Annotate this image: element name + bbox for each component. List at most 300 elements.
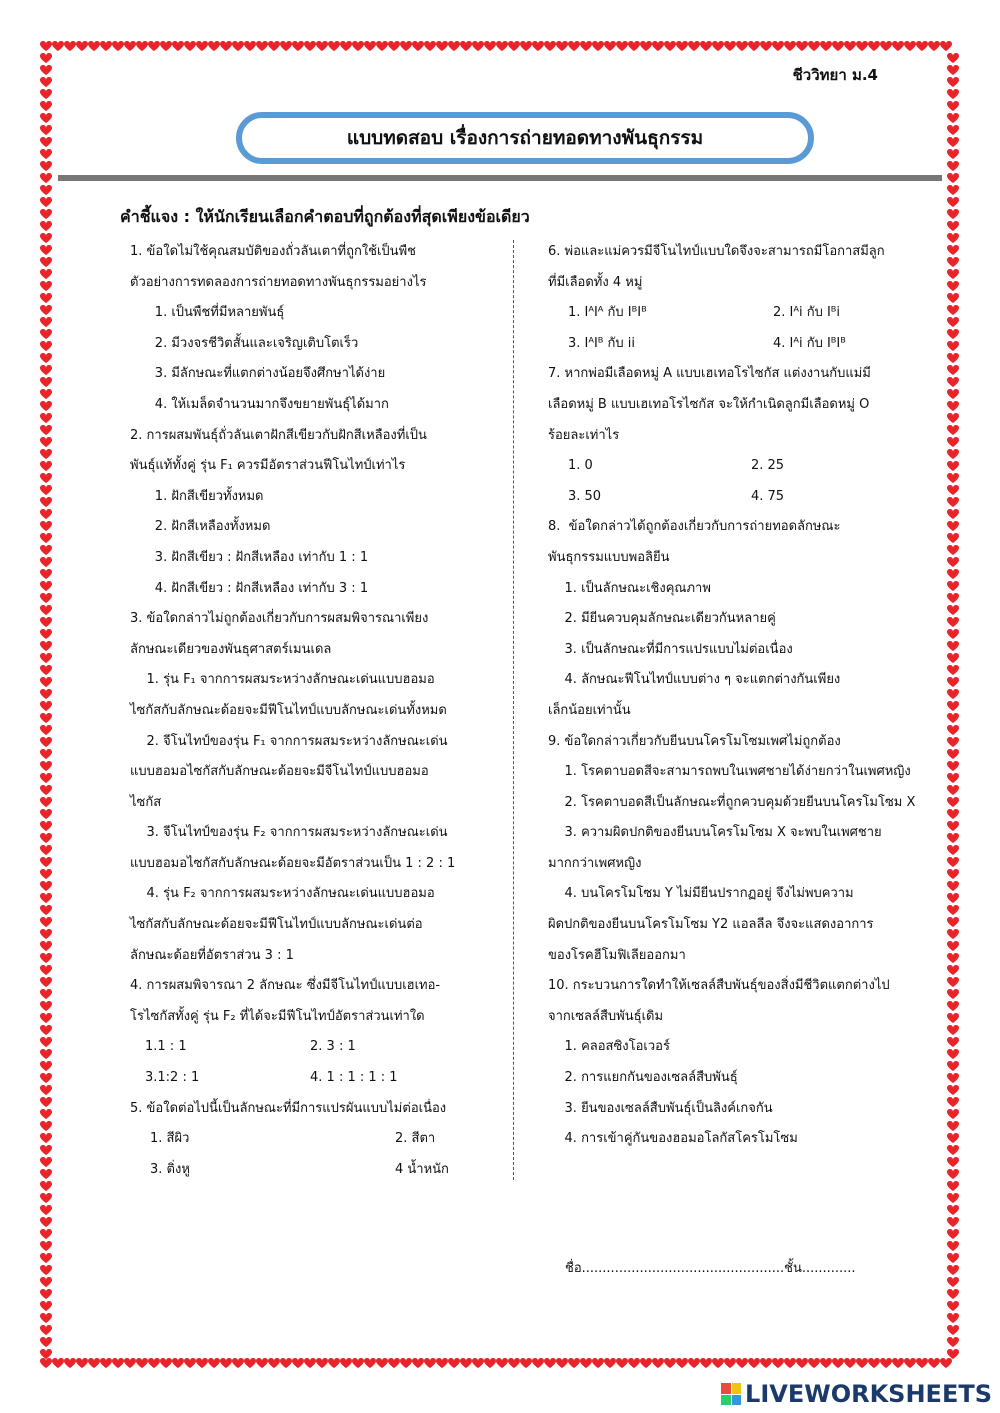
heart-icon <box>40 1085 52 1095</box>
heart-icon <box>947 1097 959 1107</box>
heart-icon <box>784 41 796 51</box>
option-row <box>130 1063 490 1094</box>
heart-icon <box>947 1121 959 1131</box>
question-line: 1. ข้อใดไม่ใช้คุณสมบัติของถั่วลันเตาที่ถูกใช้เป็นพืช <box>130 244 416 259</box>
heart-icon <box>604 1358 616 1368</box>
heart-icon <box>40 1073 52 1083</box>
heart-icon <box>280 41 292 51</box>
heart-icon <box>484 41 496 51</box>
heart-icon <box>947 1349 959 1359</box>
heart-icon <box>520 1358 532 1368</box>
heart-icon <box>676 1358 688 1368</box>
heart-icon <box>148 1358 160 1368</box>
heart-icon <box>244 41 256 51</box>
heart-icon <box>52 1358 64 1368</box>
logo-icon <box>721 1383 741 1405</box>
heart-icon <box>40 485 52 495</box>
question-line: เลือดหมู่ B แบบเฮเทอโรไซกัส จะให้กำเนิดลูกมีเลือดหมู่ O <box>548 396 870 412</box>
heart-icon <box>947 101 959 111</box>
heart-icon <box>436 1358 448 1368</box>
heart-icon <box>947 353 959 363</box>
heart-icon <box>947 1313 959 1323</box>
brand-logo <box>721 1380 992 1408</box>
heart-icon <box>256 41 268 51</box>
heart-icon <box>40 1289 52 1299</box>
option-text: 1. IᴬIᴬ กับ IᴮIᴮ <box>568 305 647 321</box>
option-row <box>548 482 928 513</box>
heart-icon <box>947 329 959 339</box>
heart-icon <box>868 41 880 51</box>
heart-icon <box>544 1358 556 1368</box>
heart-icon <box>580 1358 592 1368</box>
heart-icon <box>760 41 772 51</box>
heart-icon <box>532 1358 544 1368</box>
heart-icon <box>232 41 244 51</box>
heart-icon <box>40 1265 52 1275</box>
heart-icon <box>40 737 52 747</box>
heart-icon <box>947 1037 959 1047</box>
heart-icon <box>40 341 52 351</box>
heart-icon <box>40 1349 52 1359</box>
heart-icon <box>947 1241 959 1251</box>
heart-icon <box>40 1205 52 1215</box>
question-line: 2. มีวงจรชีวิตสั้นและเจริญเติบโตเร็ว <box>130 335 359 351</box>
heart-icon <box>316 1358 328 1368</box>
heart-icon <box>700 1358 712 1368</box>
option-text: 4 น้ำหนัก <box>395 1161 449 1177</box>
heart-icon <box>947 1265 959 1275</box>
heart-icon <box>76 1358 88 1368</box>
heart-icon <box>947 473 959 483</box>
heart-icon <box>40 1097 52 1107</box>
heart-icon <box>340 41 352 51</box>
heart-icon <box>40 137 52 147</box>
heart-icon <box>947 1301 959 1311</box>
heart-icon <box>856 41 868 51</box>
heart-icon <box>844 41 856 51</box>
heart-icon <box>40 1217 52 1227</box>
option-text: 3. 50 <box>568 488 602 504</box>
heart-icon <box>652 1358 664 1368</box>
heart-icon <box>280 1358 292 1368</box>
heart-icon <box>40 1061 52 1071</box>
heart-icon <box>947 1133 959 1143</box>
heart-icon <box>40 197 52 207</box>
heart-icon <box>947 1181 959 1191</box>
option-row <box>130 1155 490 1186</box>
heart-icon <box>40 1337 52 1347</box>
heart-icon <box>947 773 959 783</box>
heart-icon <box>40 317 52 327</box>
heart-icon <box>40 509 52 519</box>
question-line: พันธุ์แท้ทั้งคู่ รุ่น F₁ ควรมีอัตราส่วนฟีโนไทป์เท่าไร <box>130 458 406 474</box>
heart-icon <box>88 41 100 51</box>
option-text: 2. 25 <box>751 458 785 474</box>
heart-icon <box>947 341 959 351</box>
heart-icon <box>748 1358 760 1368</box>
option-text: 4. 75 <box>751 488 785 504</box>
heart-icon <box>40 641 52 651</box>
question-line: ไซกัสกับลักษณะด้อยจะมีฟีโนไทป์แบบลักษณะเด่นต่อ <box>130 917 423 933</box>
heart-icon <box>947 209 959 219</box>
question-line: 2. มียีนควบคุมลักษณะเดียวกันหลายคู่ <box>548 611 776 627</box>
heart-icon <box>772 41 784 51</box>
heart-icon <box>808 41 820 51</box>
question-line: 1. รุ่น F₁ จากการผสมระหว่างลักษณะเด่นแบบฮอมอ <box>130 672 435 688</box>
heart-icon <box>947 737 959 747</box>
question-line: 4. ฝักสีเขียว : ฝักสีเหลือง เท่ากับ 3 : 1 <box>130 580 369 596</box>
heart-icon <box>40 689 52 699</box>
heart-icon <box>947 689 959 699</box>
heart-icon <box>40 1025 52 1035</box>
question-line: ลักษณะเดียวของพันธุศาสตร์เมนเดล <box>130 641 332 657</box>
heart-icon <box>947 1277 959 1287</box>
heart-icon <box>947 1193 959 1203</box>
heart-icon <box>947 845 959 855</box>
heart-icon <box>616 1358 628 1368</box>
heart-icon <box>947 929 959 939</box>
option-text: 1.1 : 1 <box>145 1039 187 1055</box>
heart-icon <box>40 1121 52 1131</box>
heart-icon <box>904 1358 916 1368</box>
heart-icon <box>947 653 959 663</box>
heart-icon <box>40 113 52 123</box>
heart-icon <box>947 365 959 375</box>
heart-icon <box>40 449 52 459</box>
heart-icon <box>947 1217 959 1227</box>
question-line: จากเซลล์สืบพันธุ์เดิม <box>548 1008 664 1024</box>
heart-icon <box>947 821 959 831</box>
heart-icon <box>472 1358 484 1368</box>
heart-icon <box>424 41 436 51</box>
heart-icon <box>40 569 52 579</box>
heart-icon <box>947 1145 959 1155</box>
right-column <box>548 237 928 1155</box>
heart-icon <box>947 1109 959 1119</box>
heart-icon <box>40 545 52 555</box>
heart-icon <box>88 1358 100 1368</box>
heart-icon <box>947 185 959 195</box>
heart-icon <box>40 605 52 615</box>
question-line: 3. จีโนไทป์ของรุ่น F₂ จากการผสมระหว่างลักษณะเด่น <box>130 825 448 841</box>
heart-icon <box>484 1358 496 1368</box>
heart-icon <box>947 161 959 171</box>
heart-icon <box>947 233 959 243</box>
heart-icon <box>412 41 424 51</box>
heart-icon <box>328 41 340 51</box>
heart-icon <box>40 293 52 303</box>
heart-icon <box>748 41 760 51</box>
heart-icon <box>304 1358 316 1368</box>
question-line: 9. ข้อใดกล่าวเกี่ยวกับยีนบนโครโมโซมเพศไม่ถูกต้อง <box>548 733 841 749</box>
heart-icon <box>947 65 959 75</box>
heart-icon <box>388 1358 400 1368</box>
heart-icon <box>64 1358 76 1368</box>
heart-icon <box>947 593 959 603</box>
heart-icon <box>40 713 52 723</box>
heart-icon <box>40 209 52 219</box>
heart-icon <box>947 677 959 687</box>
heart-icon <box>40 257 52 267</box>
heart-icon <box>947 149 959 159</box>
heart-icon <box>947 545 959 555</box>
heart-icon <box>947 413 959 423</box>
heart-icon <box>947 485 959 495</box>
heart-icon <box>40 353 52 363</box>
heart-icon <box>40 1169 52 1179</box>
heart-icon <box>292 41 304 51</box>
heart-icon <box>688 1358 700 1368</box>
heart-icon <box>40 437 52 447</box>
heart-icon <box>40 1145 52 1155</box>
heart-icon <box>256 1358 268 1368</box>
heart-icon <box>947 269 959 279</box>
heart-icon <box>640 41 652 51</box>
question-line: 4. รุ่น F₂ จากการผสมระหว่างลักษณะเด่นแบบฮอมอ <box>130 886 435 902</box>
heart-icon <box>832 41 844 51</box>
heart-icon <box>160 1358 172 1368</box>
heart-icon <box>947 1229 959 1239</box>
heart-icon <box>460 1358 472 1368</box>
heart-icon <box>947 281 959 291</box>
heart-icon <box>40 917 52 927</box>
heart-icon <box>40 857 52 867</box>
heart-icon <box>784 1358 796 1368</box>
heart-icon <box>184 1358 196 1368</box>
heart-icon <box>947 1289 959 1299</box>
heart-icon <box>947 869 959 879</box>
option-text: 1. สีผิว <box>150 1131 190 1147</box>
option-row <box>130 1124 490 1155</box>
heart-icon <box>947 377 959 387</box>
heart-icon <box>40 881 52 891</box>
heart-icon <box>448 41 460 51</box>
heart-icon <box>40 89 52 99</box>
heart-icon <box>40 1037 52 1047</box>
option-row <box>130 1032 490 1063</box>
option-text: 4. Iᴬi กับ IᴮIᴮ <box>773 335 846 351</box>
heart-icon <box>184 41 196 51</box>
option-text: 3.1:2 : 1 <box>145 1070 200 1086</box>
heart-icon <box>40 941 52 951</box>
question-line: 1. เป็นลักษณะเชิงคุณภาพ <box>548 580 711 596</box>
heart-icon <box>232 1358 244 1368</box>
heart-icon <box>76 41 88 51</box>
heart-icon <box>947 401 959 411</box>
question-line: 2. โรคตาบอดสีเป็นลักษณะที่ถูกควบคุมด้วยยีนบนโครโมโซม X <box>548 794 916 810</box>
heart-icon <box>947 425 959 435</box>
heart-icon <box>112 1358 124 1368</box>
question-line: 4. การผสมพิจารณา 2 ลักษณะ ซึ่งมีจีโนไทป์แบบเฮเทอ- <box>130 978 441 994</box>
heart-icon <box>880 1358 892 1368</box>
heart-icon <box>40 845 52 855</box>
question-line: 1. ฝักสีเขียวทั้งหมด <box>130 488 264 504</box>
question-line: ร้อยละเท่าไร <box>548 427 620 443</box>
heart-icon <box>947 173 959 183</box>
heart-icon <box>592 1358 604 1368</box>
heart-icon <box>40 473 52 483</box>
heart-icon <box>328 1358 340 1368</box>
heart-icon <box>940 1358 952 1368</box>
question-line: ของโรคฮีโมฟิเลียออกมา <box>548 947 686 963</box>
option-text: 1. 0 <box>568 458 593 474</box>
heart-icon <box>208 41 220 51</box>
heart-icon <box>40 401 52 411</box>
name-field[interactable]: ชื่อ.................................................ชั้น............. <box>565 1261 856 1276</box>
heart-icon <box>940 41 952 51</box>
heart-icon <box>268 41 280 51</box>
heart-icon <box>520 41 532 51</box>
heart-icon <box>947 497 959 507</box>
heart-icon <box>947 905 959 915</box>
heart-icon <box>376 41 388 51</box>
question-line: 1. โรคตาบอดสีจะสามารถพบในเพศชายได้ง่ายกว่าในเพศหญิง <box>548 764 911 780</box>
heart-icon <box>460 41 472 51</box>
heart-icon <box>244 1358 256 1368</box>
question-line: 6. พ่อและแม่ควรมีจีโนไทป์แบบใดจึงจะสามารถมีโอกาสมีลูก <box>548 244 885 259</box>
heart-icon <box>40 593 52 603</box>
heart-icon <box>916 41 928 51</box>
heart-icon <box>856 1358 868 1368</box>
option-row <box>548 298 928 329</box>
heart-icon <box>947 53 959 63</box>
heart-icon <box>947 629 959 639</box>
question-line: 2. การแยกกันของเซลล์สืบพันธุ์ <box>548 1070 738 1086</box>
heart-icon <box>40 149 52 159</box>
heart-icon <box>947 1157 959 1167</box>
heart-icon <box>947 1337 959 1347</box>
question-line: โรไซกัสทั้งคู่ รุ่น F₂ ที่ได้จะมีฟีโนไทป์อัตราส่วนเท่าใด <box>130 1008 425 1024</box>
heart-icon <box>40 185 52 195</box>
heart-icon <box>40 773 52 783</box>
heart-icon <box>40 1253 52 1263</box>
question-line: แบบฮอมอไซกัสกับลักษณะด้อยจะมีจีโนไทป์แบบฮอมอ <box>130 764 429 780</box>
heart-icon <box>664 41 676 51</box>
option-text: 2. 3 : 1 <box>310 1039 356 1055</box>
question-line: ไซกัสกับลักษณะด้อยจะมีฟีโนไทป์แบบลักษณะเด่นทั้งหมด <box>130 702 447 718</box>
heart-icon <box>947 761 959 771</box>
question-line: 2. การผสมพันธุ์ถั่วลันเตาฝักสีเขียวกับฝักสีเหลืองที่เป็น <box>130 427 427 443</box>
heart-icon <box>40 1193 52 1203</box>
option-text: 4. 1 : 1 : 1 : 1 <box>310 1070 398 1086</box>
heart-icon <box>340 1358 352 1368</box>
heart-icon <box>472 41 484 51</box>
heart-icon <box>40 821 52 831</box>
heart-icon <box>947 749 959 759</box>
heart-icon <box>40 377 52 387</box>
heart-icon <box>947 617 959 627</box>
heart-icon <box>220 1358 232 1368</box>
heart-icon <box>40 173 52 183</box>
heart-icon <box>947 257 959 267</box>
heart-icon <box>172 41 184 51</box>
option-row <box>548 451 928 482</box>
question-line: ผิดปกติของยีนบนโครโมโซม Y2 แอลลีล จึงจะแสดงอาการ <box>548 917 874 933</box>
question-line: 10. กระบวนการใดทำให้เซลล์สืบพันธุ์ของสิ่งมีชีวิตแตกต่างไป <box>548 978 890 994</box>
option-text: 2. Iᴬi กับ Iᴮi <box>773 305 841 321</box>
heart-icon <box>448 1358 460 1368</box>
heart-icon <box>220 41 232 51</box>
heart-icon <box>947 965 959 975</box>
question-line: 3. ฝักสีเขียว : ฝักสีเหลือง เท่ากับ 1 : 1 <box>130 549 369 565</box>
heart-icon <box>40 1358 52 1368</box>
heart-icon <box>947 1205 959 1215</box>
heart-icon <box>947 245 959 255</box>
heart-icon <box>760 1358 772 1368</box>
heart-icon <box>40 497 52 507</box>
heart-icon <box>40 581 52 591</box>
heart-icon <box>947 293 959 303</box>
heart-icon <box>40 965 52 975</box>
question-line: 3. เป็นลักษณะที่มีการแปรแบบไม่ต่อเนื่อง <box>548 641 793 657</box>
question-line: แบบฮอมอไซกัสกับลักษณะด้อยจะมีอัตราส่วนเป็น 1 : 2 : 1 <box>130 855 456 871</box>
heart-icon <box>947 977 959 987</box>
question-line: 5. ข้อใดต่อไปนี้เป็นลักษณะที่มีการแปรผันแบบไม่ต่อเนื่อง <box>130 1100 447 1116</box>
question-line: 2. ฝักสีเหลืองทั้งหมด <box>130 519 271 535</box>
heart-icon <box>196 1358 208 1368</box>
heart-icon <box>40 413 52 423</box>
heart-icon <box>947 461 959 471</box>
heart-icon <box>40 1133 52 1143</box>
heart-icon <box>364 41 376 51</box>
heart-icon <box>40 1313 52 1323</box>
heart-icon <box>676 41 688 51</box>
heart-icon <box>40 329 52 339</box>
heart-icon <box>40 365 52 375</box>
heart-icon <box>568 1358 580 1368</box>
heart-icon <box>556 41 568 51</box>
heart-icon <box>304 41 316 51</box>
question-line: เล็กน้อยเท่านั้น <box>548 702 631 718</box>
heart-icon <box>580 41 592 51</box>
heart-icon <box>424 1358 436 1368</box>
heart-icon <box>40 221 52 231</box>
heart-icon <box>40 677 52 687</box>
heart-icon <box>904 41 916 51</box>
heart-icon <box>947 197 959 207</box>
heart-icon <box>947 701 959 711</box>
page-title: แบบทดสอบ เรื่องการถ่ายทอดทางพันธุกรรม <box>236 112 814 164</box>
heart-icon <box>40 1049 52 1059</box>
heart-icon <box>592 41 604 51</box>
heart-icon <box>40 53 52 63</box>
heart-icon <box>40 1241 52 1251</box>
heart-icon <box>40 869 52 879</box>
heart-icon <box>388 41 400 51</box>
heart-icon <box>160 41 172 51</box>
heart-icon <box>947 1325 959 1335</box>
heart-icon <box>40 749 52 759</box>
heart-icon <box>947 137 959 147</box>
heart-icon <box>947 1049 959 1059</box>
heart-icon <box>496 41 508 51</box>
heart-icon <box>736 41 748 51</box>
left-column <box>130 237 490 1185</box>
heart-icon <box>947 317 959 327</box>
option-text: 3. ติ่งหู <box>150 1161 190 1177</box>
heart-icon <box>947 605 959 615</box>
heart-icon <box>172 1358 184 1368</box>
question-line: ลักษณะด้อยที่อัตราส่วน 3 : 1 <box>130 947 294 963</box>
heart-icon <box>124 1358 136 1368</box>
heart-icon <box>40 1181 52 1191</box>
heart-icon <box>40 893 52 903</box>
heart-icon <box>100 41 112 51</box>
heart-icon <box>947 77 959 87</box>
heart-icon <box>832 1358 844 1368</box>
heart-icon <box>947 221 959 231</box>
heart-icon <box>947 989 959 999</box>
